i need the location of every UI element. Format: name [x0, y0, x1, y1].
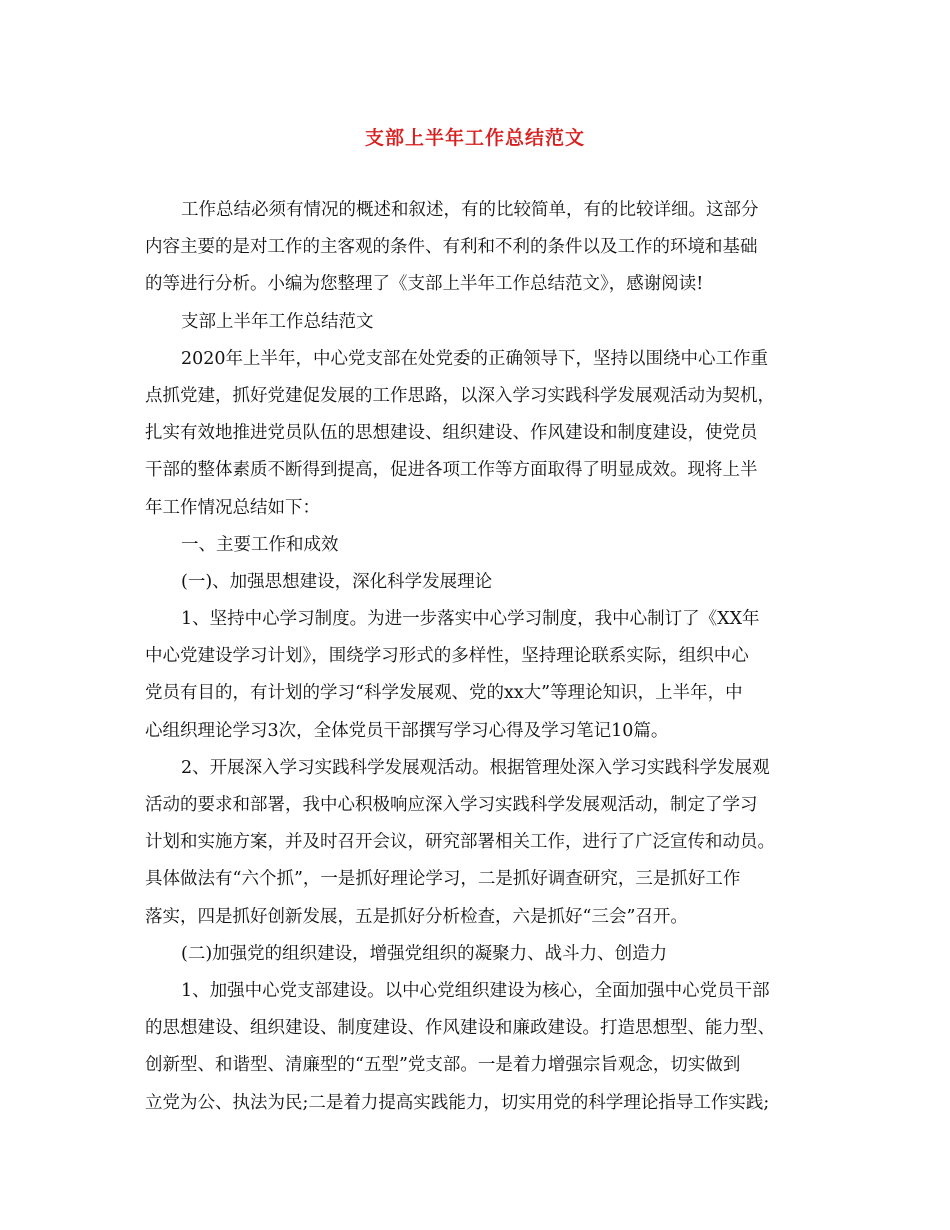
body-line: 1、加强中心党支部建设。以中心党组织建设为核心，全面加强中心党员干部	[181, 980, 770, 1001]
body-line: 落实，四是抓好创新发展，五是抓好分析检查，六是抓好“三会”召开。	[145, 906, 688, 927]
document-title: 支部上半年工作总结范文	[364, 127, 585, 149]
body-line: 心组织理论学习3次，全体党员干部撰写学习心得及学习笔记10篇。	[145, 720, 669, 741]
body-line: 立党为公、执法为民;二是着力提高实践能力，切实用党的科学理论指导工作实践;	[145, 1092, 770, 1113]
body-line: 工作总结必须有情况的概述和叙述，有的比较简单，有的比较详细。这部分	[181, 200, 759, 220]
body-line: 2、开展深入学习实践科学发展观活动。根据管理处深入学习实践科学发展观	[181, 757, 770, 778]
body-line: 的等进行分析。小编为您整理了《支部上半年工作总结范文》，感谢阅读!	[145, 274, 704, 295]
body-line: (二)加强党的组织建设，增强党组织的凝聚力、战斗力、创造力	[181, 943, 668, 964]
body-line: 点抓党建，抓好党建促发展的工作思路，以深入学习实践科学发展观活动为契机，	[145, 385, 775, 406]
document-body	[145, 192, 810, 1122]
body-line: 计划和实施方案，并及时召开会议，研究部署相关工作，进行了广泛宣传和动员。	[145, 832, 775, 853]
body-line: 1、坚持中心学习制度。为进一步落实中心学习制度，我中心制订了《XX年	[181, 609, 760, 630]
body-line: 活动的要求和部署，我中心积极响应深入学习实践科学发展观活动，制定了学习	[145, 795, 758, 815]
body-line: 的思想建设、组织建设、制度建设、作风建设和廉政建设。打造思想型、能力型、	[145, 1018, 775, 1039]
body-line: 年工作情况总结如下：	[145, 497, 320, 518]
body-line: 干部的整体素质不断得到提高，促进各项工作等方面取得了明显成效。现将上半	[145, 460, 758, 481]
body-line: 扎实有效地推进党员队伍的思想建设、组织建设、作风建设和制度建设，使党员	[145, 423, 758, 444]
body-line: 支部上半年工作总结范文	[181, 311, 374, 332]
body-line: 2020年上半年，中心党支部在处党委的正确领导下，坚持以围绕中心工作重	[181, 348, 769, 369]
body-line: (一)、加强思想建设，深化科学发展理论	[181, 571, 493, 592]
body-line: 一、主要工作和成效	[181, 534, 339, 555]
body-line: 创新型、和谐型、清廉型的“五型”党支部。一是着力增强宗旨观念，切实做到	[145, 1055, 741, 1076]
body-line: 中心党建设学习计划》，围绕学习形式的多样性，坚持理论联系实际，组织中心	[145, 646, 749, 667]
body-line: 内容主要的是对工作的主客观的条件、有利和不利的条件以及工作的环境和基础	[145, 237, 758, 258]
body-line: 具体做法有“六个抓”，一是抓好理论学习，二是抓好调查研究，三是抓好工作	[145, 869, 741, 890]
body-line: 党员有目的，有计划的学习“科学发展观、党的xx大”等理论知识，上半年，中	[145, 683, 743, 704]
